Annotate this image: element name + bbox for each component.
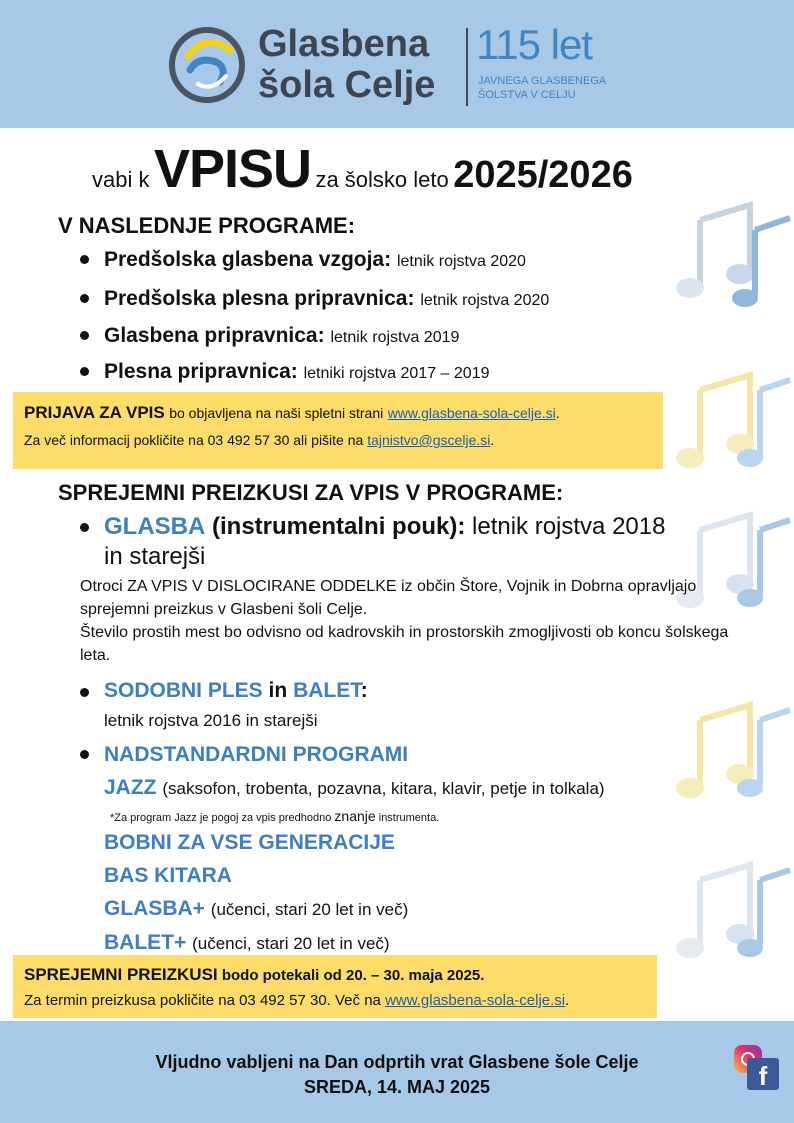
bullet-icon — [80, 750, 89, 759]
bullet-icon — [80, 331, 89, 340]
list-item: Predšolska glasbena vzgoja: letnik rojstva 2020 — [104, 248, 526, 271]
bullet-icon — [80, 294, 89, 303]
list-item: Predšolska plesna pripravnica: letnik rojstva 2020 — [104, 287, 550, 310]
bullet-icon — [80, 367, 89, 376]
music-school-logo-icon — [168, 26, 246, 104]
music-program: GLASBA (instrumentalni pouk): letnik rojstva 2018 in starejši — [104, 513, 666, 570]
anniversary-years: 115 let — [476, 21, 592, 68]
bullet-icon — [80, 523, 89, 532]
bullet-icon — [80, 255, 89, 264]
school-name: Glasbena šola Celje — [258, 23, 436, 106]
list-item: Glasbena pripravnica: letnik rojstva 2019 — [104, 324, 460, 347]
contact-line: Za več informacij pokličite na 03 492 57 30 ali pišite na tajnistvo@gscelje.si. — [24, 432, 495, 448]
website-link[interactable]: www.glasbena-sola-celje.si — [385, 992, 566, 1009]
programs-heading: V NASLEDNJE PROGRAME: — [58, 213, 356, 238]
dance-program: SODOBNI PLES in BALET: — [104, 679, 368, 702]
extra-programs-list: BOBNI ZA VSE GENERACIJE BAS KITARA GLASBA+ (učenci, stari 20 let in več) BALET+ (učenci, stari 20 let in več) — [104, 831, 409, 954]
music-notes-icon — [660, 690, 794, 820]
list-item: Plesna pripravnica: letniki rojstva 2017 – 2019 — [104, 360, 490, 383]
facebook-icon[interactable]: f — [747, 1058, 779, 1090]
open-day-invite: Vljudno vabljeni na Dan odprtih vrat Glasbene šole Celje SREDA, 14. MAJ 2025 — [155, 1052, 639, 1097]
exam-contact: Za termin preizkusa pokličite na 03 492 57 30. Več na www.glasbena-sola-celje.si. — [24, 992, 570, 1009]
extra-programs: NADSTANDARDNI PROGRAMI JAZZ (saksofon, trobenta, pozavna, kitara, klavir, petje in tolkala) — [104, 743, 605, 799]
anniversary-subtitle: JAVNEGA GLASBENEGA ŠOLSTVA V CELJU — [478, 75, 607, 101]
website-link[interactable]: www.glasbena-sola-celje.si — [387, 405, 556, 421]
dance-age: letnik rojstva 2016 in starejši — [104, 711, 318, 730]
jazz-note: *Za program Jazz je pogoj za vpis predhodno znanje instrumenta. — [110, 808, 440, 824]
music-notes-icon — [660, 850, 794, 980]
exam-dates: SPREJEMNI PREIZKUSI bodo potekali od 20. – 30. maja 2025. — [24, 965, 485, 984]
exam-notes: Otroci ZA VPIS V DISLOCIRANE ODDELKE iz občin Štore, Vojnik in Dobrna opravljajo sprejemni preizkus v Glasbeni šoli Celje. Število prostih mest bo odvisno od kadrovskih in prostorskih zmogljivosti ob koncu šolskega leta. — [80, 578, 729, 664]
email-link[interactable]: tajnistvo@gscelje.si — [367, 432, 491, 448]
exams-heading: SPREJEMNI PREIZKUSI ZA VPIS V PROGRAME: — [58, 480, 564, 505]
music-notes-icon — [660, 360, 794, 490]
logo-divider — [466, 28, 468, 106]
music-notes-icon — [660, 190, 794, 320]
page-title: vabi k VPISU za šolsko leto 2025/2026 — [92, 139, 633, 199]
signup-line: PRIJAVA ZA VPIS bo objavljena na naši spletni strani www.glasbena-sola-celje.si. — [24, 403, 560, 422]
bullet-icon — [80, 688, 89, 697]
